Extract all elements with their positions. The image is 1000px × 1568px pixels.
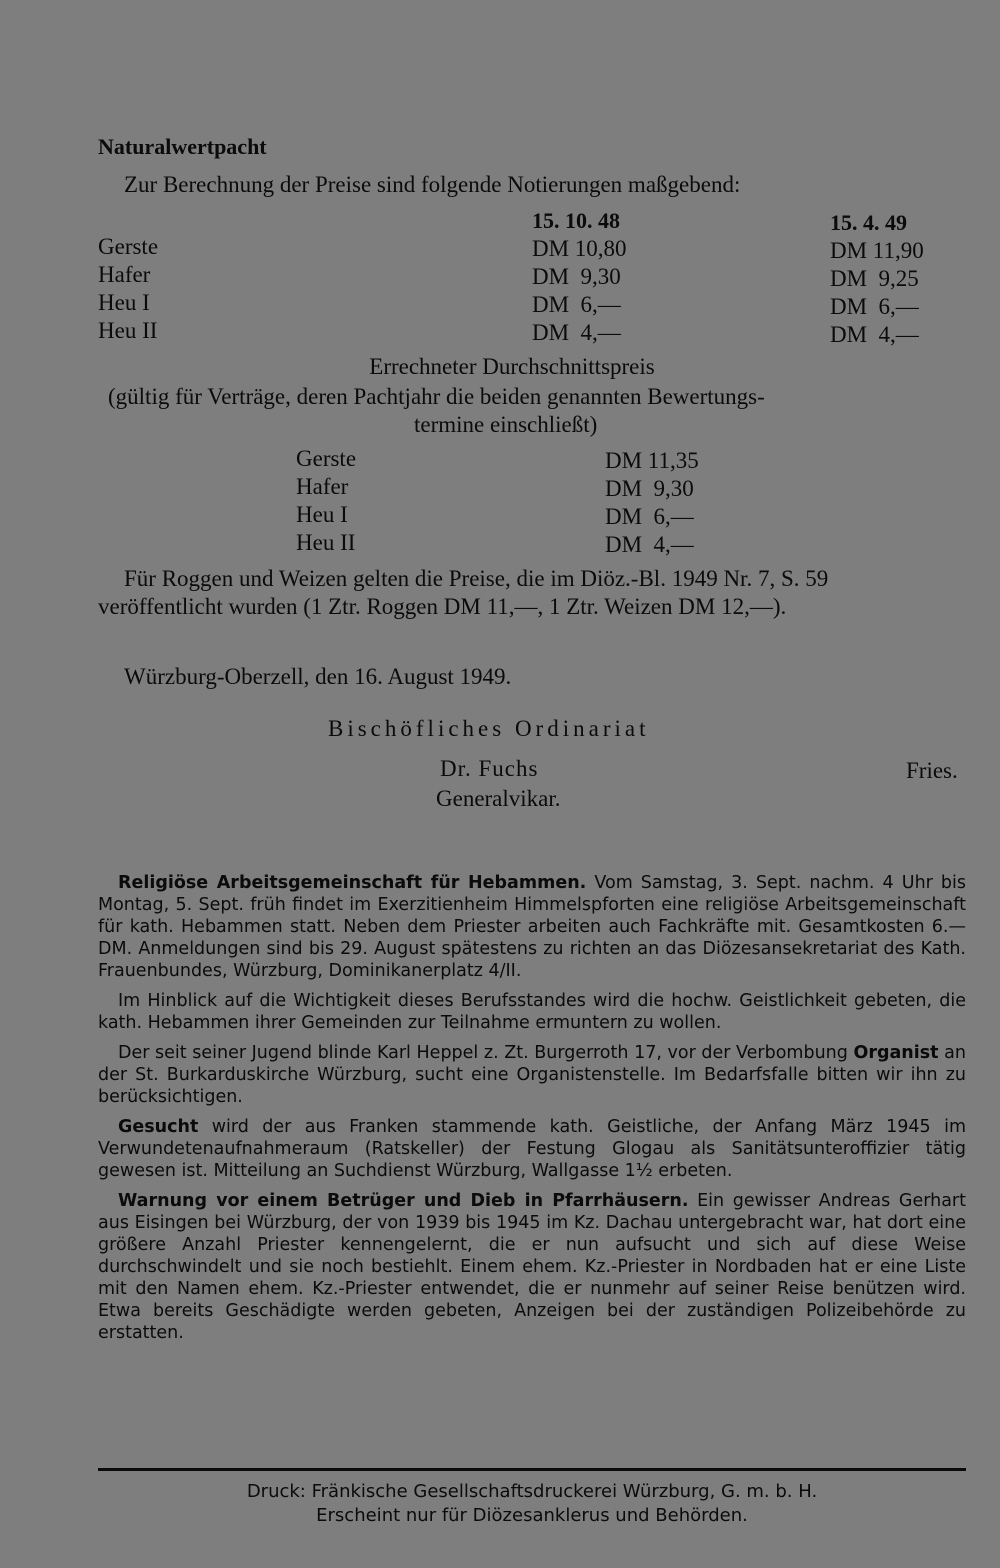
average-note-line-2: termine einschließt) bbox=[414, 412, 598, 437]
quote-item: Hafer bbox=[98, 262, 151, 287]
average-item: Gerste bbox=[296, 446, 357, 471]
signer-name: Dr. Fuchs bbox=[440, 756, 539, 781]
average-value: DM 6,— bbox=[605, 504, 694, 529]
quote-value-1: DM 6,— bbox=[532, 292, 621, 317]
quote-item: Heu I bbox=[98, 290, 150, 315]
roggen-line-1: Für Roggen und Weizen gelten die Preise, die im Diöz.-Bl. 1949 Nr. 7, S. 59 bbox=[124, 566, 829, 591]
notice-title: Warnung vor einem Betrüger und Dieb in Pfarrhäusern. bbox=[118, 1191, 689, 1211]
quote-value-2: DM 9,25 bbox=[830, 266, 919, 291]
notice-body: an der St. Burkarduskirche Würzburg, sucht eine Organistenstelle. Im Bedarfsfalle bitten wir ihn zu berücksichtigen. bbox=[98, 1043, 966, 1107]
date-header-2: 15. 4. 49 bbox=[830, 210, 907, 235]
notice-appeal bbox=[98, 990, 966, 1034]
notice-keyword: Organist bbox=[853, 1043, 939, 1063]
average-item: Hafer bbox=[296, 474, 349, 499]
notice-body: Ein gewisser Andreas Gerhart aus Eisingen bei Würzburg, der von 1939 bis 1945 im Kz. Dachau untergebracht war, hat dort eine größere Anzahl Priester kennengelernt, die er nun aufsucht und sich auf diese Weise durchschwindelt und sie noch bestiehlt. Einem ehem. Kz.-Priester in Nordbaden hat er eine Liste mit den Namen ehem. Kz.-Priester entwendet, die er nunmehr auf seiner Reise benützen wird. Etwa bereits Geschädigte werden gebeten, Anzeigen bei der zuständigen Polizeibehörde zu erstatten. bbox=[98, 1191, 966, 1343]
footer-line-2: Erscheint nur für Diözesanklerus und Behörden. bbox=[316, 1505, 748, 1526]
quote-value-1: DM 4,— bbox=[532, 320, 621, 345]
footer-divider bbox=[98, 1468, 966, 1471]
notice-body: Im Hinblick auf die Wichtigkeit dieses Berufsstandes wird die hochw. Geistlichkeit gebeten, die kath. Hebammen ihrer Gemeinden zur Teilnahme ermuntern zu wollen. bbox=[98, 991, 966, 1033]
section-heading: Naturalwertpacht bbox=[98, 134, 267, 159]
notice-body: Vom Samstag, 3. Sept. nachm. 4 Uhr bis Montag, 5. Sept. früh findet im Exerzitienheim Himmelspforten eine religiöse Arbeitsgemeinschaft für kath. Hebammen statt. Neben dem Priester arbeiten auch Fachkräfte mit. Gesamtkosten 6.— DM. Anmeldungen sind bis 29. August spätestens zu richten an das Diözesansekretariat des Kath. Frauenbundes, Würzburg, Dominikanerplatz 4/II. bbox=[98, 873, 967, 981]
quote-value-1: DM 9,30 bbox=[532, 264, 621, 289]
notices-section bbox=[98, 872, 966, 1352]
footer-line-1: Druck: Fränkische Gesellschaftsdruckerei Würzburg, G. m. b. H. bbox=[246, 1481, 818, 1502]
average-value: DM 11,35 bbox=[605, 448, 699, 473]
quote-item: Heu II bbox=[98, 318, 158, 343]
notice-body: Der seit seiner Jugend blinde Karl Heppel z. Zt. Burgerroth 17, vor der Verbombung bbox=[118, 1043, 854, 1063]
notice-hebammen bbox=[98, 872, 966, 982]
average-note-line-1: (gültig für Verträge, deren Pachtjahr die beiden genannten Bewertungs- bbox=[108, 384, 765, 409]
quote-value-2: DM 11,90 bbox=[830, 238, 924, 263]
signer-title: Generalvikar. bbox=[436, 786, 561, 811]
notice-title: Religiöse Arbeitsgemeinschaft für Hebammen. bbox=[118, 873, 587, 893]
quote-value-2: DM 4,— bbox=[830, 322, 919, 347]
notice-body: wird der aus Franken stammende kath. Geistliche, der Anfang März 1945 im Verwundetenaufnahmeraum (Ratskeller) der Festung Glogau als Sanitätsunteroffizier tätig gewesen ist. Mitteilung an Suchdienst Würzburg, Wallgasse 1½ erbeten. bbox=[98, 1117, 966, 1181]
average-item: Heu I bbox=[296, 502, 348, 527]
signer-right: Fries. bbox=[906, 758, 958, 783]
average-value: DM 9,30 bbox=[605, 476, 694, 501]
quote-item: Gerste bbox=[98, 234, 159, 259]
footer bbox=[98, 1480, 966, 1528]
average-value: DM 4,— bbox=[605, 532, 694, 557]
notice-warnung bbox=[98, 1190, 966, 1344]
notice-gesucht bbox=[98, 1116, 966, 1182]
intro-text: Zur Berechnung der Preise sind folgende Notierungen maßgebend: bbox=[124, 172, 741, 197]
roggen-line-2: veröffentlicht wurden (1 Ztr. Roggen DM 11,—, 1 Ztr. Weizen DM 12,—). bbox=[98, 594, 787, 619]
place-date: Würzburg-Oberzell, den 16. August 1949. bbox=[124, 664, 512, 689]
quote-value-2: DM 6,— bbox=[830, 294, 919, 319]
notice-keyword: Gesucht bbox=[118, 1117, 199, 1137]
date-header-1: 15. 10. 48 bbox=[532, 208, 620, 233]
authority: Bischöfliches Ordinariat bbox=[328, 716, 650, 741]
average-item: Heu II bbox=[296, 530, 356, 555]
average-title: Errechneter Durchschnittspreis bbox=[369, 354, 655, 379]
quote-value-1: DM 10,80 bbox=[532, 236, 627, 261]
notice-organist bbox=[98, 1042, 966, 1108]
